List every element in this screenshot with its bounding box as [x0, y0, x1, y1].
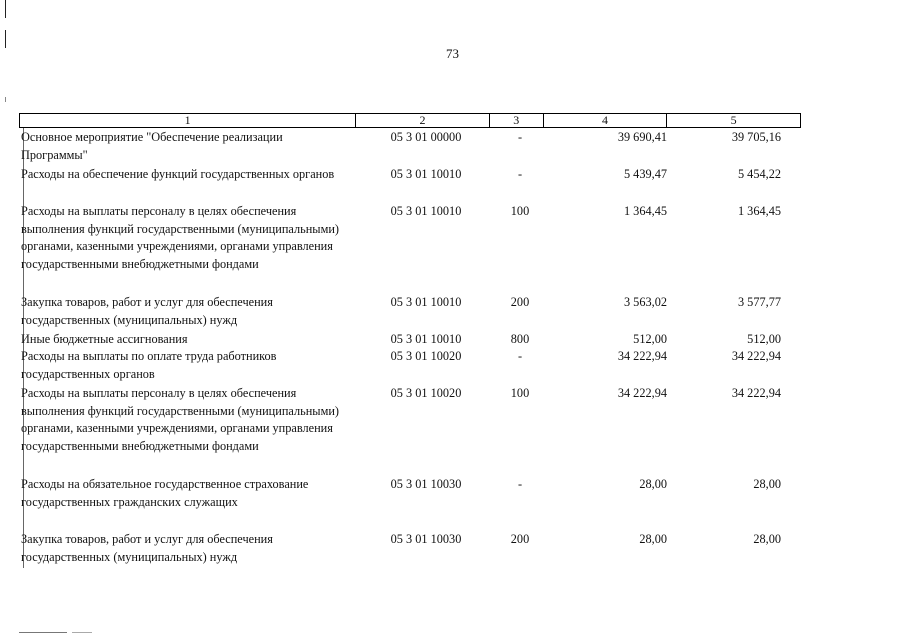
- row-code: 05 3 01 10010: [390, 295, 462, 309]
- row-name: Расходы на выплаты персоналу в целях обеспечения выполнения функций государственными (муниципальными) органами, казенными учреждениями, органами управления государственными внебюджетными фондами: [21, 204, 340, 271]
- table-row: [19, 531, 801, 566]
- table-row: [19, 129, 801, 164]
- header-col-1: 1: [184, 113, 191, 127]
- row-code: 05 3 01 00000: [390, 130, 462, 144]
- scan-edge-mark-small: [5, 97, 6, 102]
- header-col-2: 2: [355, 114, 489, 127]
- header-col-3: 3: [489, 114, 543, 127]
- table-row: [19, 476, 801, 511]
- row-code: 05 3 01 10010: [390, 167, 462, 181]
- table-row: [19, 331, 801, 349]
- row-expense-type: -: [517, 130, 523, 144]
- row-name: Закупка товаров, работ и услуг для обеспечения государственных (муниципальных) нужд: [21, 532, 273, 564]
- page-number: 73: [446, 46, 459, 61]
- row-name: Расходы на выплаты по оплате труда работников государственных органов: [21, 349, 277, 381]
- row-value-col4: 34 222,94: [617, 349, 667, 363]
- row-expense-type: 100: [510, 386, 530, 400]
- row-code: 05 3 01 10030: [390, 532, 462, 546]
- row-value-col4: 28,00: [639, 477, 667, 491]
- row-name: Расходы на обеспечение функций государственных органов: [21, 167, 335, 181]
- row-value-col4: 5 439,47: [623, 167, 667, 181]
- header-col-5: 5: [666, 114, 800, 127]
- row-value-col5: 34 222,94: [731, 349, 781, 363]
- row-expense-type: 200: [510, 295, 530, 309]
- row-name: Основное мероприятие "Обеспечение реализации Программы": [21, 130, 283, 162]
- row-value-col5: 512,00: [747, 332, 781, 346]
- row-value-col4: 512,00: [633, 332, 667, 346]
- row-code: 05 3 01 10010: [390, 332, 462, 346]
- scan-footer-mark: [19, 632, 67, 633]
- table-row: [19, 385, 801, 455]
- row-expense-type: 800: [510, 332, 530, 346]
- row-expense-type: 100: [510, 204, 530, 218]
- row-value-col5: 28,00: [753, 532, 781, 546]
- row-value-col5: 39 705,16: [731, 130, 781, 144]
- row-expense-type: -: [517, 167, 523, 181]
- row-value-col5: 34 222,94: [731, 386, 781, 400]
- row-value-col5: 5 454,22: [737, 167, 781, 181]
- row-name: Иные бюджетные ассигнования: [21, 332, 188, 346]
- row-code: 05 3 01 10020: [390, 349, 462, 363]
- row-value-col4: 3 563,02: [623, 295, 667, 309]
- header-col-4: 4: [543, 114, 667, 127]
- row-value-col4: 34 222,94: [617, 386, 667, 400]
- column-number-header: [19, 113, 801, 128]
- budget-table: [19, 113, 801, 564]
- row-expense-type: -: [517, 349, 523, 363]
- row-value-col5: 3 577,77: [737, 295, 781, 309]
- row-value-col5: 1 364,45: [737, 204, 781, 218]
- row-value-col5: 28,00: [753, 477, 781, 491]
- row-expense-type: -: [517, 477, 523, 491]
- scan-edge-mark-top: [5, 0, 6, 18]
- row-name: Расходы на обязательное государственное страхование государственных гражданских служащих: [21, 477, 309, 509]
- row-expense-type: 200: [510, 532, 530, 546]
- row-value-col4: 28,00: [639, 532, 667, 546]
- table-row: [19, 166, 801, 184]
- scan-footer-mark: [72, 632, 92, 633]
- row-name: Закупка товаров, работ и услуг для обеспечения государственных (муниципальных) нужд: [21, 295, 273, 327]
- row-code: 05 3 01 10030: [390, 477, 462, 491]
- table-row: [19, 348, 801, 383]
- row-code: 05 3 01 10010: [390, 204, 462, 218]
- table-row: [19, 203, 801, 273]
- table-row: [19, 294, 801, 329]
- row-value-col4: 1 364,45: [623, 204, 667, 218]
- row-name: Расходы на выплаты персоналу в целях обеспечения выполнения функций государственными (муниципальными) органами, казенными учреждениями, органами управления государственными внебюджетными фондами: [21, 386, 340, 453]
- row-value-col4: 39 690,41: [617, 130, 667, 144]
- row-code: 05 3 01 10020: [390, 386, 462, 400]
